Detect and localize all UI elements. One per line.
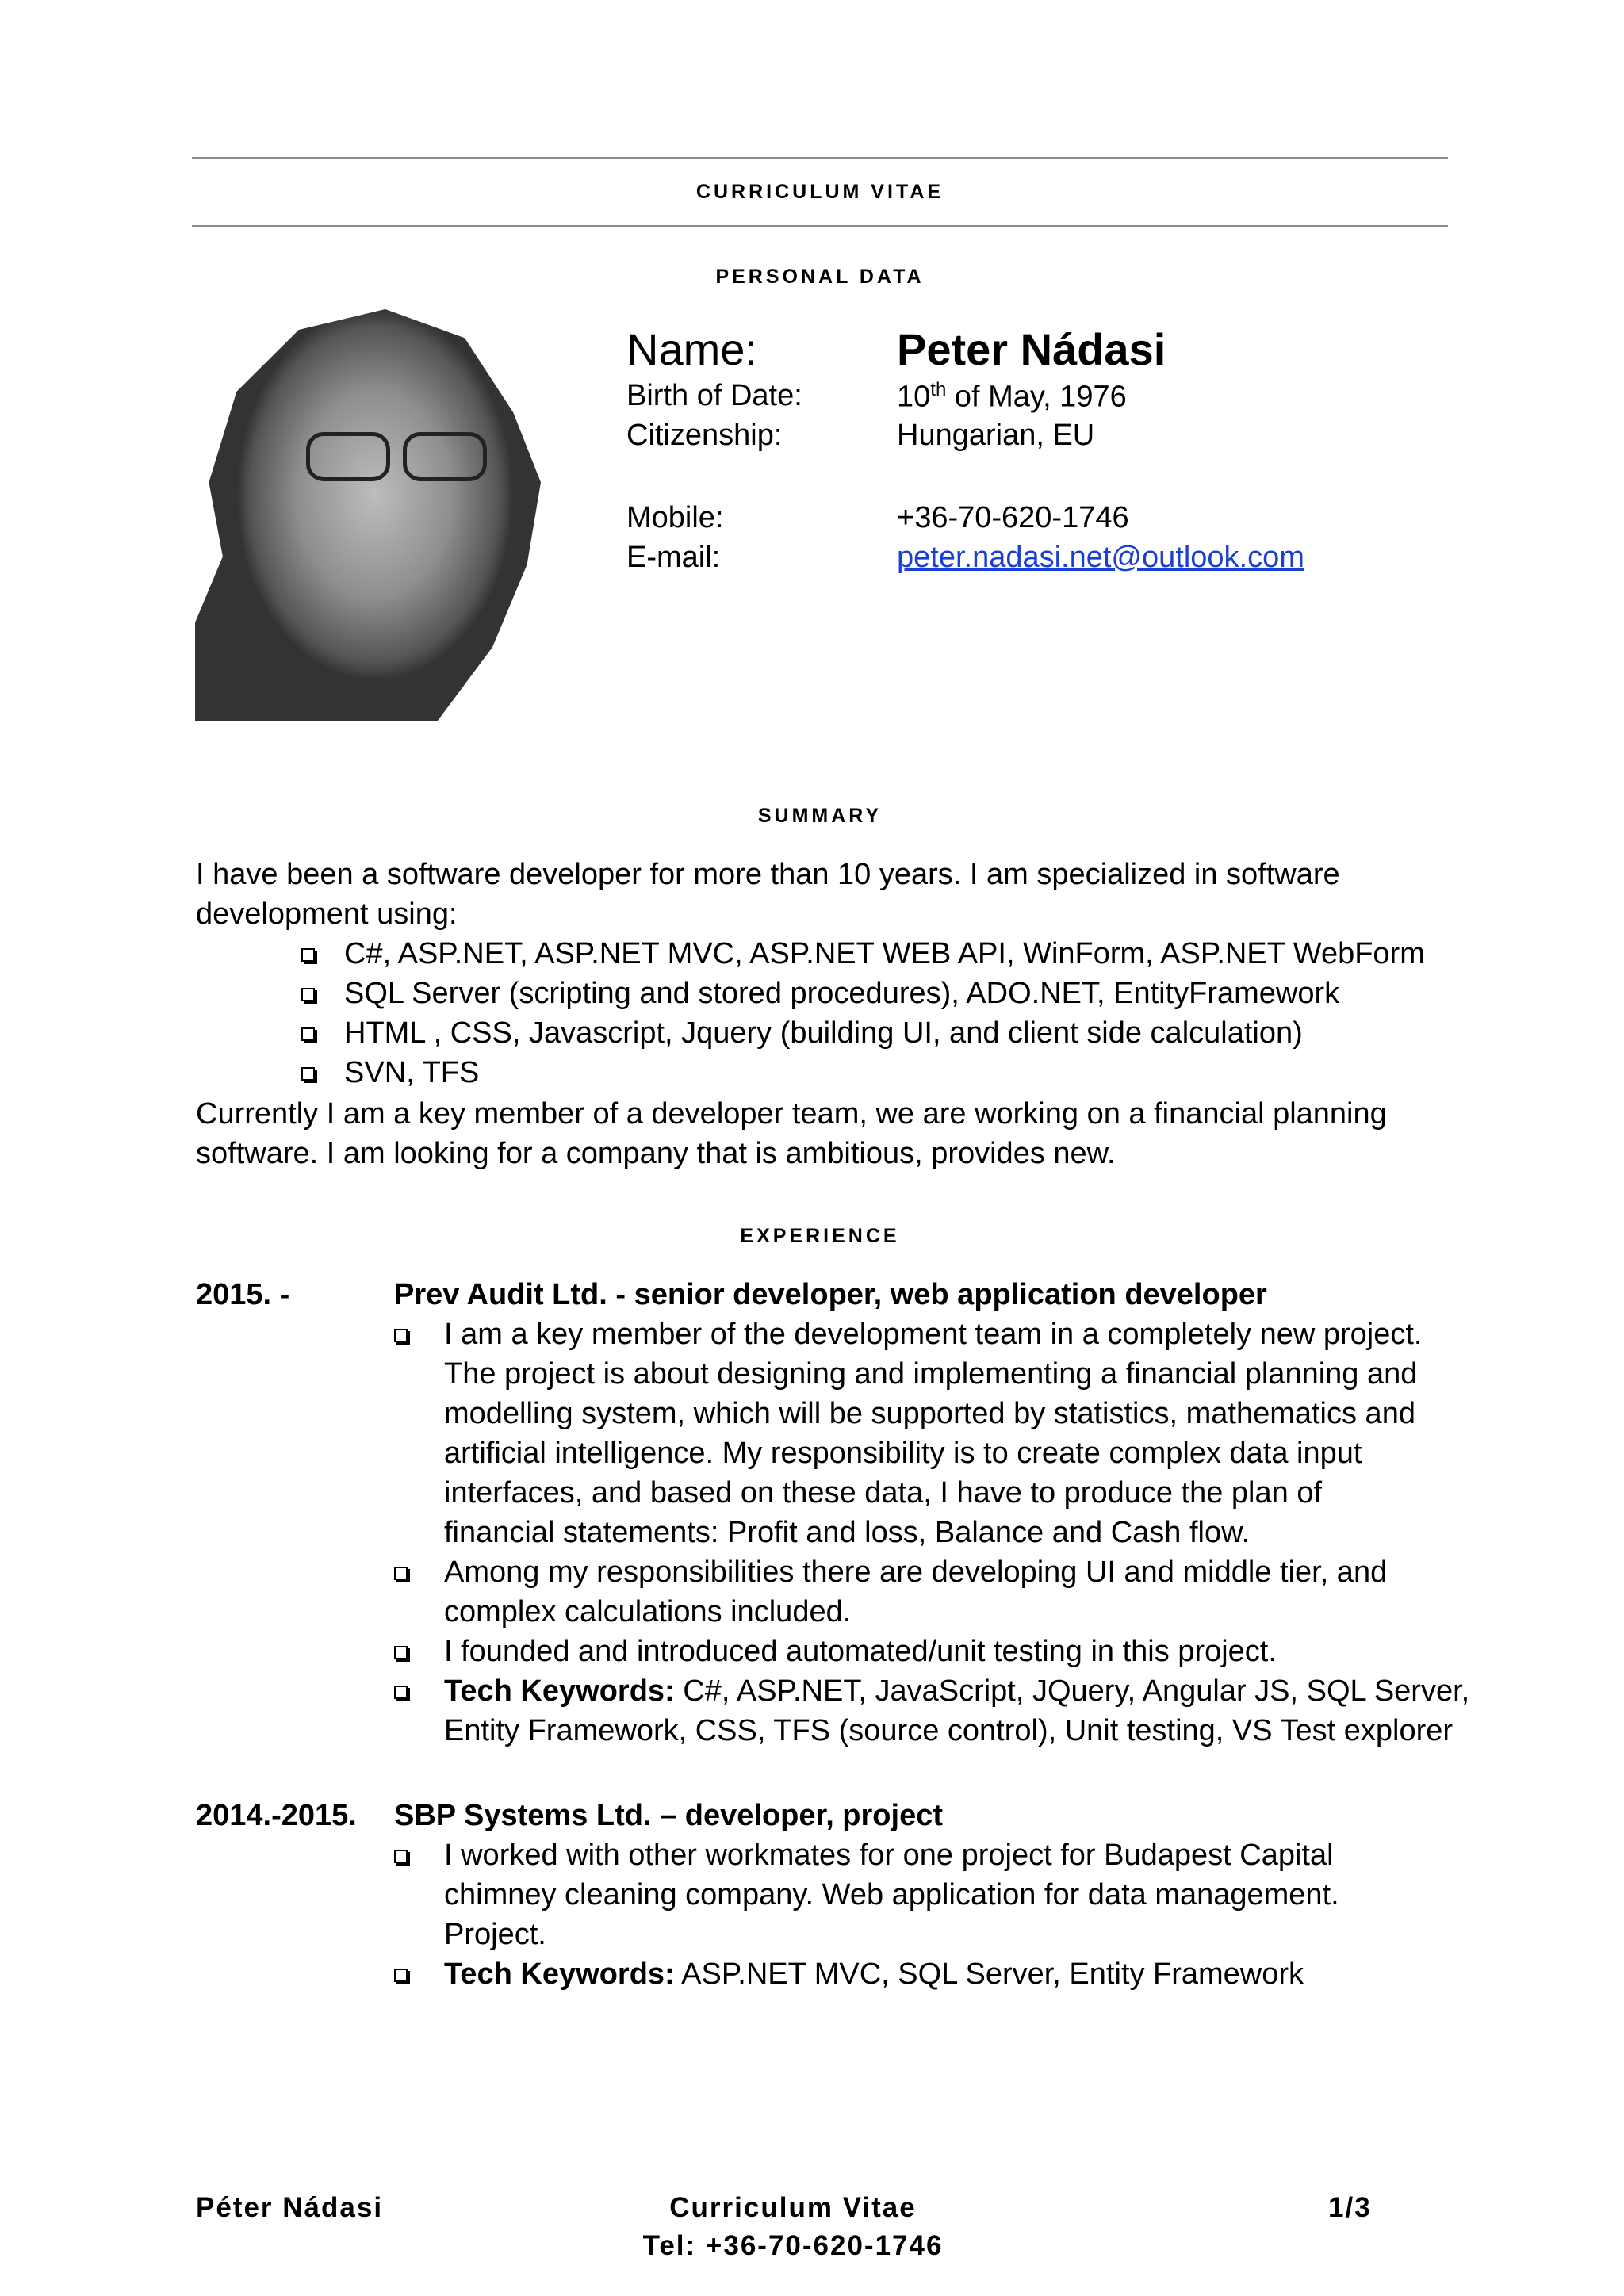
citizenship-label: Citizenship: (626, 419, 783, 452)
job-period: 2014.-2015. (196, 1799, 357, 1832)
top-rule (192, 157, 1448, 159)
checkbox-bullet-icon (301, 1067, 315, 1081)
job-period: 2015. - (196, 1278, 290, 1311)
mobile-value: +36-70-620-1746 (897, 501, 1129, 534)
birth-label: Birth of Date: (626, 379, 802, 412)
checkbox-bullet-icon (394, 1567, 408, 1580)
list-item: I am a key member of the development team in a completely new project. The project is about designing and implementing a financial planning and modelling system, which will be supported by statistics, mathematics and artificial intelligence. My responsibility is to create complex data input interfaces, and based on these data, I have to produce the plan of financial statements: Profit and loss, Balance and Cash flow. (444, 1318, 1423, 1549)
summary-intro: I have been a software developer for more than 10 years. I am specialized in software development using: (196, 858, 1340, 931)
name-label: Name: (626, 324, 757, 374)
list-item: Among my responsibilities there are developing UI and middle tier, and complex calculations included. (444, 1556, 1388, 1628)
checkbox-bullet-icon (394, 1850, 408, 1863)
job-title: Prev Audit Ltd. - senior developer, web application developer (394, 1278, 1267, 1311)
email-label: E-mail: (626, 541, 721, 574)
profile-photo (195, 309, 541, 721)
list-item: Tech Keywords: C#, ASP.NET, JavaScript, JQuery, Angular JS, SQL Server, Entity Framework, CSS, TFS (source control), Unit testing, VS Test explorer (444, 1674, 1470, 1747)
list-item: I worked with other workmates for one project for Budapest Capital chimney cleaning company. Web application for data management. Project. (444, 1839, 1339, 1951)
mobile-label: Mobile: (626, 501, 724, 534)
name-value: Peter Nádasi (897, 324, 1166, 374)
checkbox-bullet-icon (301, 1027, 315, 1041)
email-link[interactable]: peter.nadasi.net@outlook.com (897, 541, 1304, 574)
summary-outro: Currently I am a key member of a developer team, we are working on a financial planning software. I am looking for a company that is ambitious, provides new. (196, 1097, 1387, 1170)
checkbox-bullet-icon (301, 988, 315, 1001)
checkbox-bullet-icon (394, 1969, 408, 1982)
header-rule (192, 225, 1448, 227)
footer-name: Péter Nádasi (196, 2192, 384, 2223)
footer-page-number: 1/3 (1328, 2192, 1372, 2223)
citizenship-value: Hungarian, EU (897, 419, 1095, 452)
checkbox-bullet-icon (394, 1686, 408, 1699)
experience-heading: EXPERIENCE (740, 1225, 900, 1247)
personal-data-heading: PERSONAL DATA (715, 266, 925, 288)
birth-value: 10th of May, 1976 (897, 379, 1127, 414)
job-title: SBP Systems Ltd. – developer, project (394, 1799, 943, 1832)
checkbox-bullet-icon (394, 1329, 408, 1342)
footer-title: Curriculum Vitae (669, 2192, 917, 2223)
checkbox-bullet-icon (394, 1646, 408, 1659)
list-item: Tech Keywords: ASP.NET MVC, SQL Server, Entity Framework (444, 1957, 1304, 1991)
footer-tel: Tel: +36-70-620-1746 (642, 2230, 944, 2261)
list-item: I founded and introduced automated/unit testing in this project. (444, 1635, 1277, 1668)
summary-heading: SUMMARY (757, 805, 883, 827)
checkbox-bullet-icon (301, 948, 315, 962)
document-title: CURRICULUM VITAE (695, 181, 944, 203)
